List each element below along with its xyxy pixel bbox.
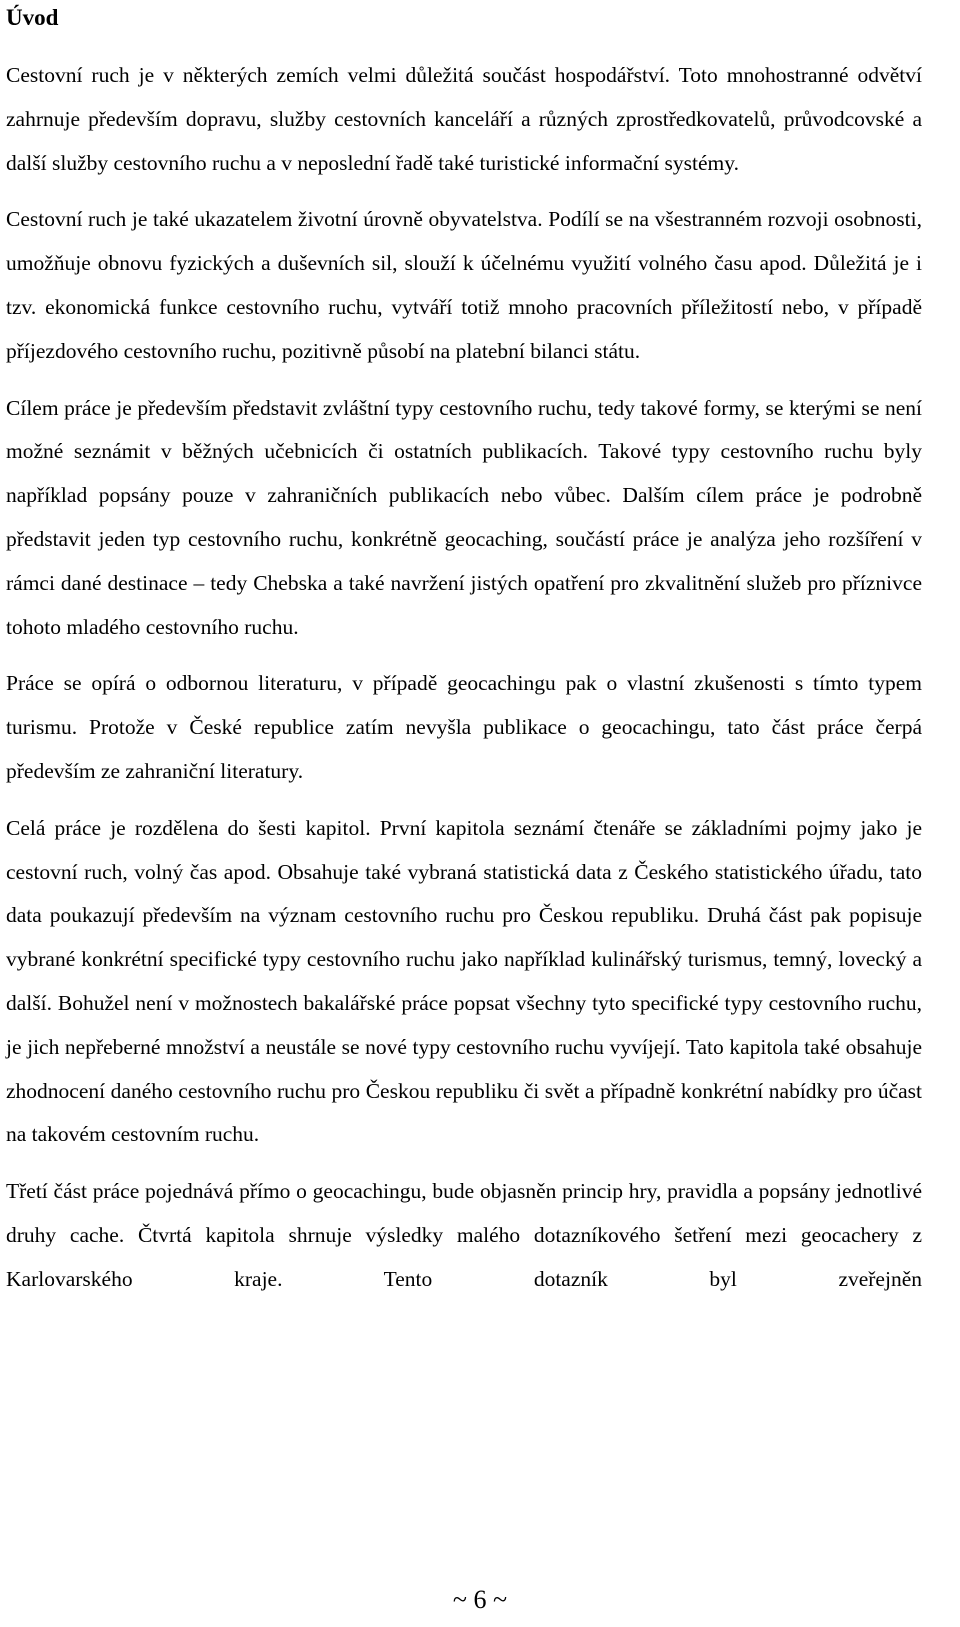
section-heading: Úvod xyxy=(6,5,59,30)
paragraph-1: Cestovní ruch je v některých zemích velmi důležitá součást hospodářství. Toto mnohostranné odvětví zahrnuje především dopravu, služby cestovních kanceláří a různých zprostředkovatelů, průvodcovské a další služby cestovního ruchu a v neposlední řadě také turistické informační systémy. xyxy=(6,63,922,175)
body-text xyxy=(6,54,922,1315)
page-number: ~ 6 ~ xyxy=(452,1585,508,1614)
paragraph-2: Cestovní ruch je také ukazatelem životní úrovně obyvatelstva. Podílí se na všestranném rozvoji osobnosti, umožňuje obnovu fyzických a duševních sil, slouží k účelnému využití volného času apod. Důležitá je i tzv. ekonomická funkce cestovního ruchu, vytváří totiž mnoho pracovních příležitostí nebo, v případě příjezdového cestovního ruchu, pozitivně působí na platební bilanci státu. xyxy=(6,207,922,363)
paragraph-6: Třetí část práce pojednává přímo o geocachingu, bude objasněn princip hry, pravidla a popsány jednotlivé druhy cache. Čtvrtá kapitola shrnuje výsledky malého dotazníkového šetření mezi geocachery z Karlovarského kraje. Tento dotazník byl zveřejněn xyxy=(6,1179,922,1291)
paragraph-4: Práce se opírá o odbornou literaturu, v případě geocachingu pak o vlastní zkušenosti s tímto typem turismu. Protože v České republice zatím nevyšla publikace o geocachingu, tato část práce čerpá především ze zahraniční literatury. xyxy=(6,671,922,783)
paragraph-5: Celá práce je rozdělena do šesti kapitol. První kapitola seznámí čtenáře se základními pojmy jako je cestovní ruch, volný čas apod. Obsahuje také vybraná statistická data z Českého statistického úřadu, tato data poukazují především na význam cestovního ruchu pro Českou republiku. Druhá část pak popisuje vybrané konkrétní specifické typy cestovního ruchu jako například kulinářský turismus, temný, lovecký a další. Bohužel není v možnostech bakalářské práce popsat všechny tyto specifické typy cestovního ruchu, je jich nepřeberné množství a neustále se nové typy cestovního ruchu vyvíjejí. Tato kapitola také obsahuje zhodnocení daného cestovního ruchu pro Českou republiku či svět a případně konkrétní nabídky pro účast na takovém cestovním ruchu. xyxy=(6,815,922,1147)
paragraph-3: Cílem práce je především představit zvláštní typy cestovního ruchu, tedy takové formy, se kterými se není možné seznámit v běžných učebnicích či ostatních publikacích. Takové typy cestovního ruchu byly například popsány pouze v zahraničních publikacích nebo vůbec. Dalším cílem práce je podrobně představit jeden typ cestovního ruchu, konkrétně geocaching, součástí práce je analýza jeho rozšíření v rámci dané destinace – tedy Chebska a také navržení jistých opatření pro zkvalitnění služeb pro příznivce tohoto mladého cestovního ruchu. xyxy=(6,395,922,639)
